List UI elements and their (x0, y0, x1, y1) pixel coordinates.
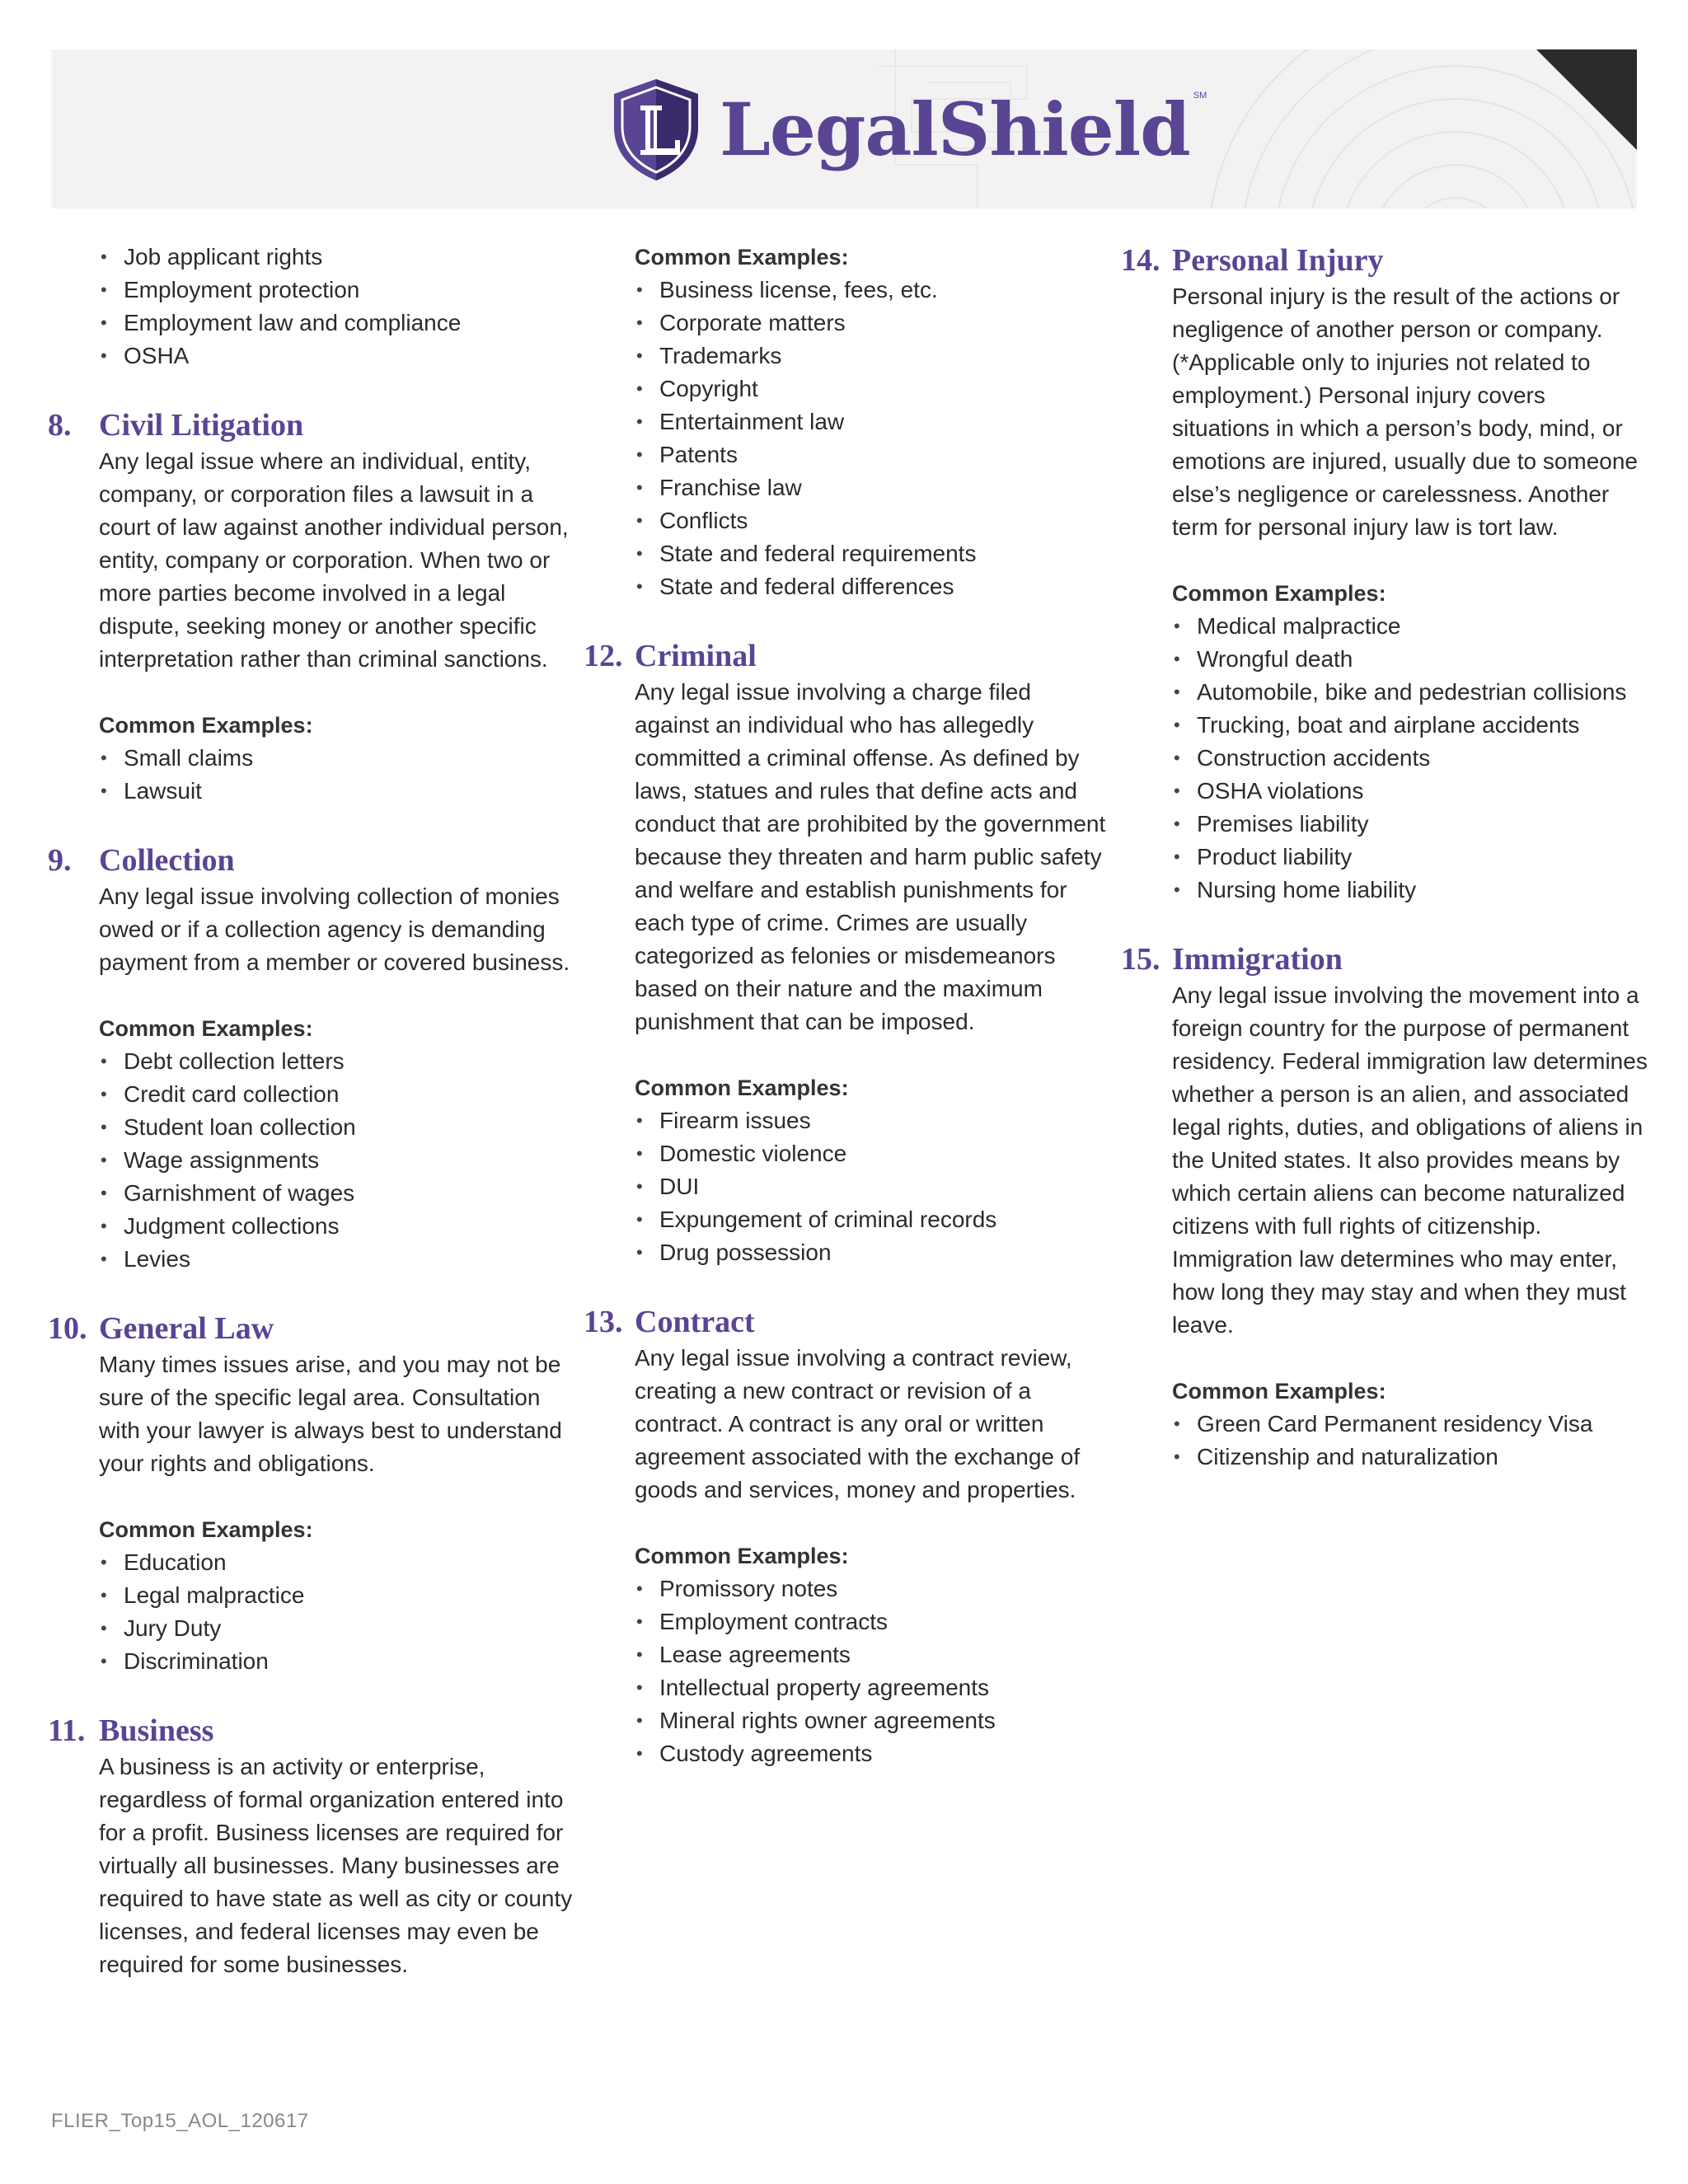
examples-label: Common Examples: (99, 713, 313, 738)
list-item: • Patents (635, 438, 1111, 471)
examples-list (635, 274, 1111, 603)
shield-logo-icon (609, 76, 703, 183)
list-item: • Lawsuit (99, 775, 575, 808)
list-item: • Expungement of criminal records (635, 1203, 1111, 1236)
document-code: FLIER_Top15_AOL_120617 (51, 2110, 309, 2132)
section-heading: 12. Criminal (584, 639, 757, 673)
examples-list (1172, 1408, 1648, 1474)
list-item: • Trucking, boat and airplane accidents (1172, 709, 1648, 742)
section-body: Any legal issue where an individual, entity, company, or corporation files a lawsuit in a court of law against another individual person, entity, company or corporation. When two or more parties become involved in a legal dispute, seeking money or another specific interpretation rather than criminal sanctions. (99, 448, 569, 672)
section-heading: 9. Collection (48, 843, 235, 878)
list-item: • Business license, fees, etc. (635, 274, 1111, 307)
header-banner (51, 49, 1637, 209)
list-item: • Domestic violence (635, 1137, 1111, 1170)
examples-label: Common Examples: (1172, 581, 1386, 606)
list-item: • Intellectual property agreements (635, 1671, 1111, 1704)
section-business (48, 1711, 575, 1981)
section-body: A business is an activity or enterprise, regardless of formal organization entered into for a profit. Business licenses are required for virtually all businesses. Many businesses are required to have state as well as city or county licenses, and federal licenses may even be required for some businesses. (99, 1754, 573, 1977)
list-item: • Lease agreements (635, 1638, 1111, 1671)
list-item: • Promissory notes (635, 1572, 1111, 1605)
corner-triangle (1536, 49, 1637, 150)
list-item: • Employment contracts (635, 1605, 1111, 1638)
section-body: Any legal issue involving the movement into a foreign country for the purpose of permanent residency. Federal immigration law determines whether a person is an alien, and associated legal rights, duties, and obligations of aliens in the United states. It also provides means by which certain aliens can become naturalized citizens with full rights of citizenship. Immigration law determines who may enter, how long they may stay and when they must leave. (1172, 982, 1648, 1338)
business-examples (584, 241, 1111, 603)
list-item: • Credit card collection (99, 1078, 575, 1111)
list-item: • OSHA violations (1172, 775, 1648, 808)
section-contract (584, 1302, 1111, 1770)
list-item: • Trademarks (635, 340, 1111, 373)
list-item: • Wage assignments (99, 1144, 575, 1177)
list-item: • State and federal differences (635, 570, 1111, 603)
list-item: • Student loan collection (99, 1111, 575, 1144)
list-item: • Premises liability (1172, 808, 1648, 841)
section-heading: 13. Contract (584, 1305, 755, 1339)
column-1 (48, 241, 575, 2014)
section-heading: 8. Civil Litigation (48, 408, 304, 443)
list-item: • DUI (635, 1170, 1111, 1203)
examples-label: Common Examples: (635, 245, 849, 269)
examples-list (99, 1546, 575, 1678)
examples-label: Common Examples: (99, 1016, 313, 1041)
section-body: Any legal issue involving a contract review, creating a new contract or revision of a contract. A contract is any oral or written agreement associated with the exchange of goods and services, money and properties. (635, 1345, 1081, 1502)
list-item: • Product liability (1172, 841, 1648, 874)
list-item: • Drug possession (635, 1236, 1111, 1269)
list-item: • Citizenship and naturalization (1172, 1441, 1648, 1474)
list-item: • Job applicant rights (99, 241, 575, 274)
section-heading: 14. Personal Injury (1121, 243, 1384, 278)
list-item: • State and federal requirements (635, 537, 1111, 570)
examples-label: Common Examples: (1172, 1379, 1386, 1404)
list-item: • Discrimination (99, 1645, 575, 1678)
list-item: • Wrongful death (1172, 643, 1648, 676)
section-personal-injury (1121, 241, 1648, 907)
list-item: • Conflicts (635, 504, 1111, 537)
list-item: • Education (99, 1546, 575, 1579)
list-item: • Medical malpractice (1172, 610, 1648, 643)
section-immigration (1121, 940, 1648, 1474)
column-3 (1121, 241, 1648, 1507)
list-item: • Franchise law (635, 471, 1111, 504)
examples-label: Common Examples: (635, 1076, 849, 1100)
list-item: • Small claims (99, 742, 575, 775)
employment-continued (48, 241, 575, 373)
list-item: • Nursing home liability (1172, 874, 1648, 907)
list-item: • Copyright (635, 373, 1111, 405)
list-item: • Legal malpractice (99, 1579, 575, 1612)
list-item: • Firearm issues (635, 1104, 1111, 1137)
list-item: • Employment law and compliance (99, 307, 575, 340)
column-2 (584, 241, 1111, 1803)
examples-label: Common Examples: (635, 1544, 849, 1568)
examples-list (99, 742, 575, 808)
list-item: • Construction accidents (1172, 742, 1648, 775)
service-mark: SM (1193, 91, 1207, 101)
list-item: • Judgment collections (99, 1210, 575, 1243)
section-criminal (584, 636, 1111, 1269)
brand-name: LegalShield (720, 87, 1190, 172)
section-heading: 10. General Law (48, 1311, 274, 1346)
list-item: • Employment protection (99, 274, 575, 307)
section-body: Many times issues arise, and you may not be sure of the specific legal area. Consultation with your lawyer is always best to understand your rights and obligations. (99, 1352, 562, 1476)
section-general-law (48, 1309, 575, 1678)
section-heading: 15. Immigration (1121, 942, 1343, 977)
legalshield-logo (609, 76, 1207, 183)
examples-list (99, 1045, 575, 1276)
section-heading: 11. Business (48, 1713, 214, 1748)
examples-list (635, 1572, 1111, 1770)
examples-list (1172, 610, 1648, 907)
list-item: • Entertainment law (635, 405, 1111, 438)
list-item: • Mineral rights owner agreements (635, 1704, 1111, 1737)
list-item: • Debt collection letters (99, 1045, 575, 1078)
list-item: • Automobile, bike and pedestrian collisions (1172, 676, 1648, 709)
list-item: • Jury Duty (99, 1612, 575, 1645)
examples-list (635, 1104, 1111, 1269)
list-item: • Garnishment of wages (99, 1177, 575, 1210)
section-collection (48, 841, 575, 1276)
examples-label: Common Examples: (99, 1517, 313, 1542)
section-body: Any legal issue involving collection of monies owed or if a collection agency is demanding payment from a member or covered business. (99, 883, 570, 975)
list-item: • OSHA (99, 340, 575, 373)
list-item: • Custody agreements (635, 1737, 1111, 1770)
list-item: • Corporate matters (635, 307, 1111, 340)
employment-examples-list (99, 241, 575, 373)
section-body: Personal injury is the result of the actions or negligence of another person or company. (*Applicable only to injuries not related to employment.) Personal injury covers situations in which a person’s body, mind, or emotions are injured, usually due to someone else’s negligence or carelessness. Another term for personal injury law is tort law. (1172, 284, 1639, 540)
section-civil-litigation (48, 405, 575, 808)
section-body: Any legal issue involving a charge filed against an individual who has allegedly committed a criminal offense. As defined by laws, statues and rules that define acts and conduct that are prohibited by the government because they threaten and harm public safety and welfare and establish punishments for each type of crime. Crimes are usually categorized as felonies or misdemeanors based on their nature and the maximum punishment that can be imposed. (635, 679, 1106, 1034)
list-item: • Levies (99, 1243, 575, 1276)
list-item: • Green Card Permanent residency Visa (1172, 1408, 1648, 1441)
